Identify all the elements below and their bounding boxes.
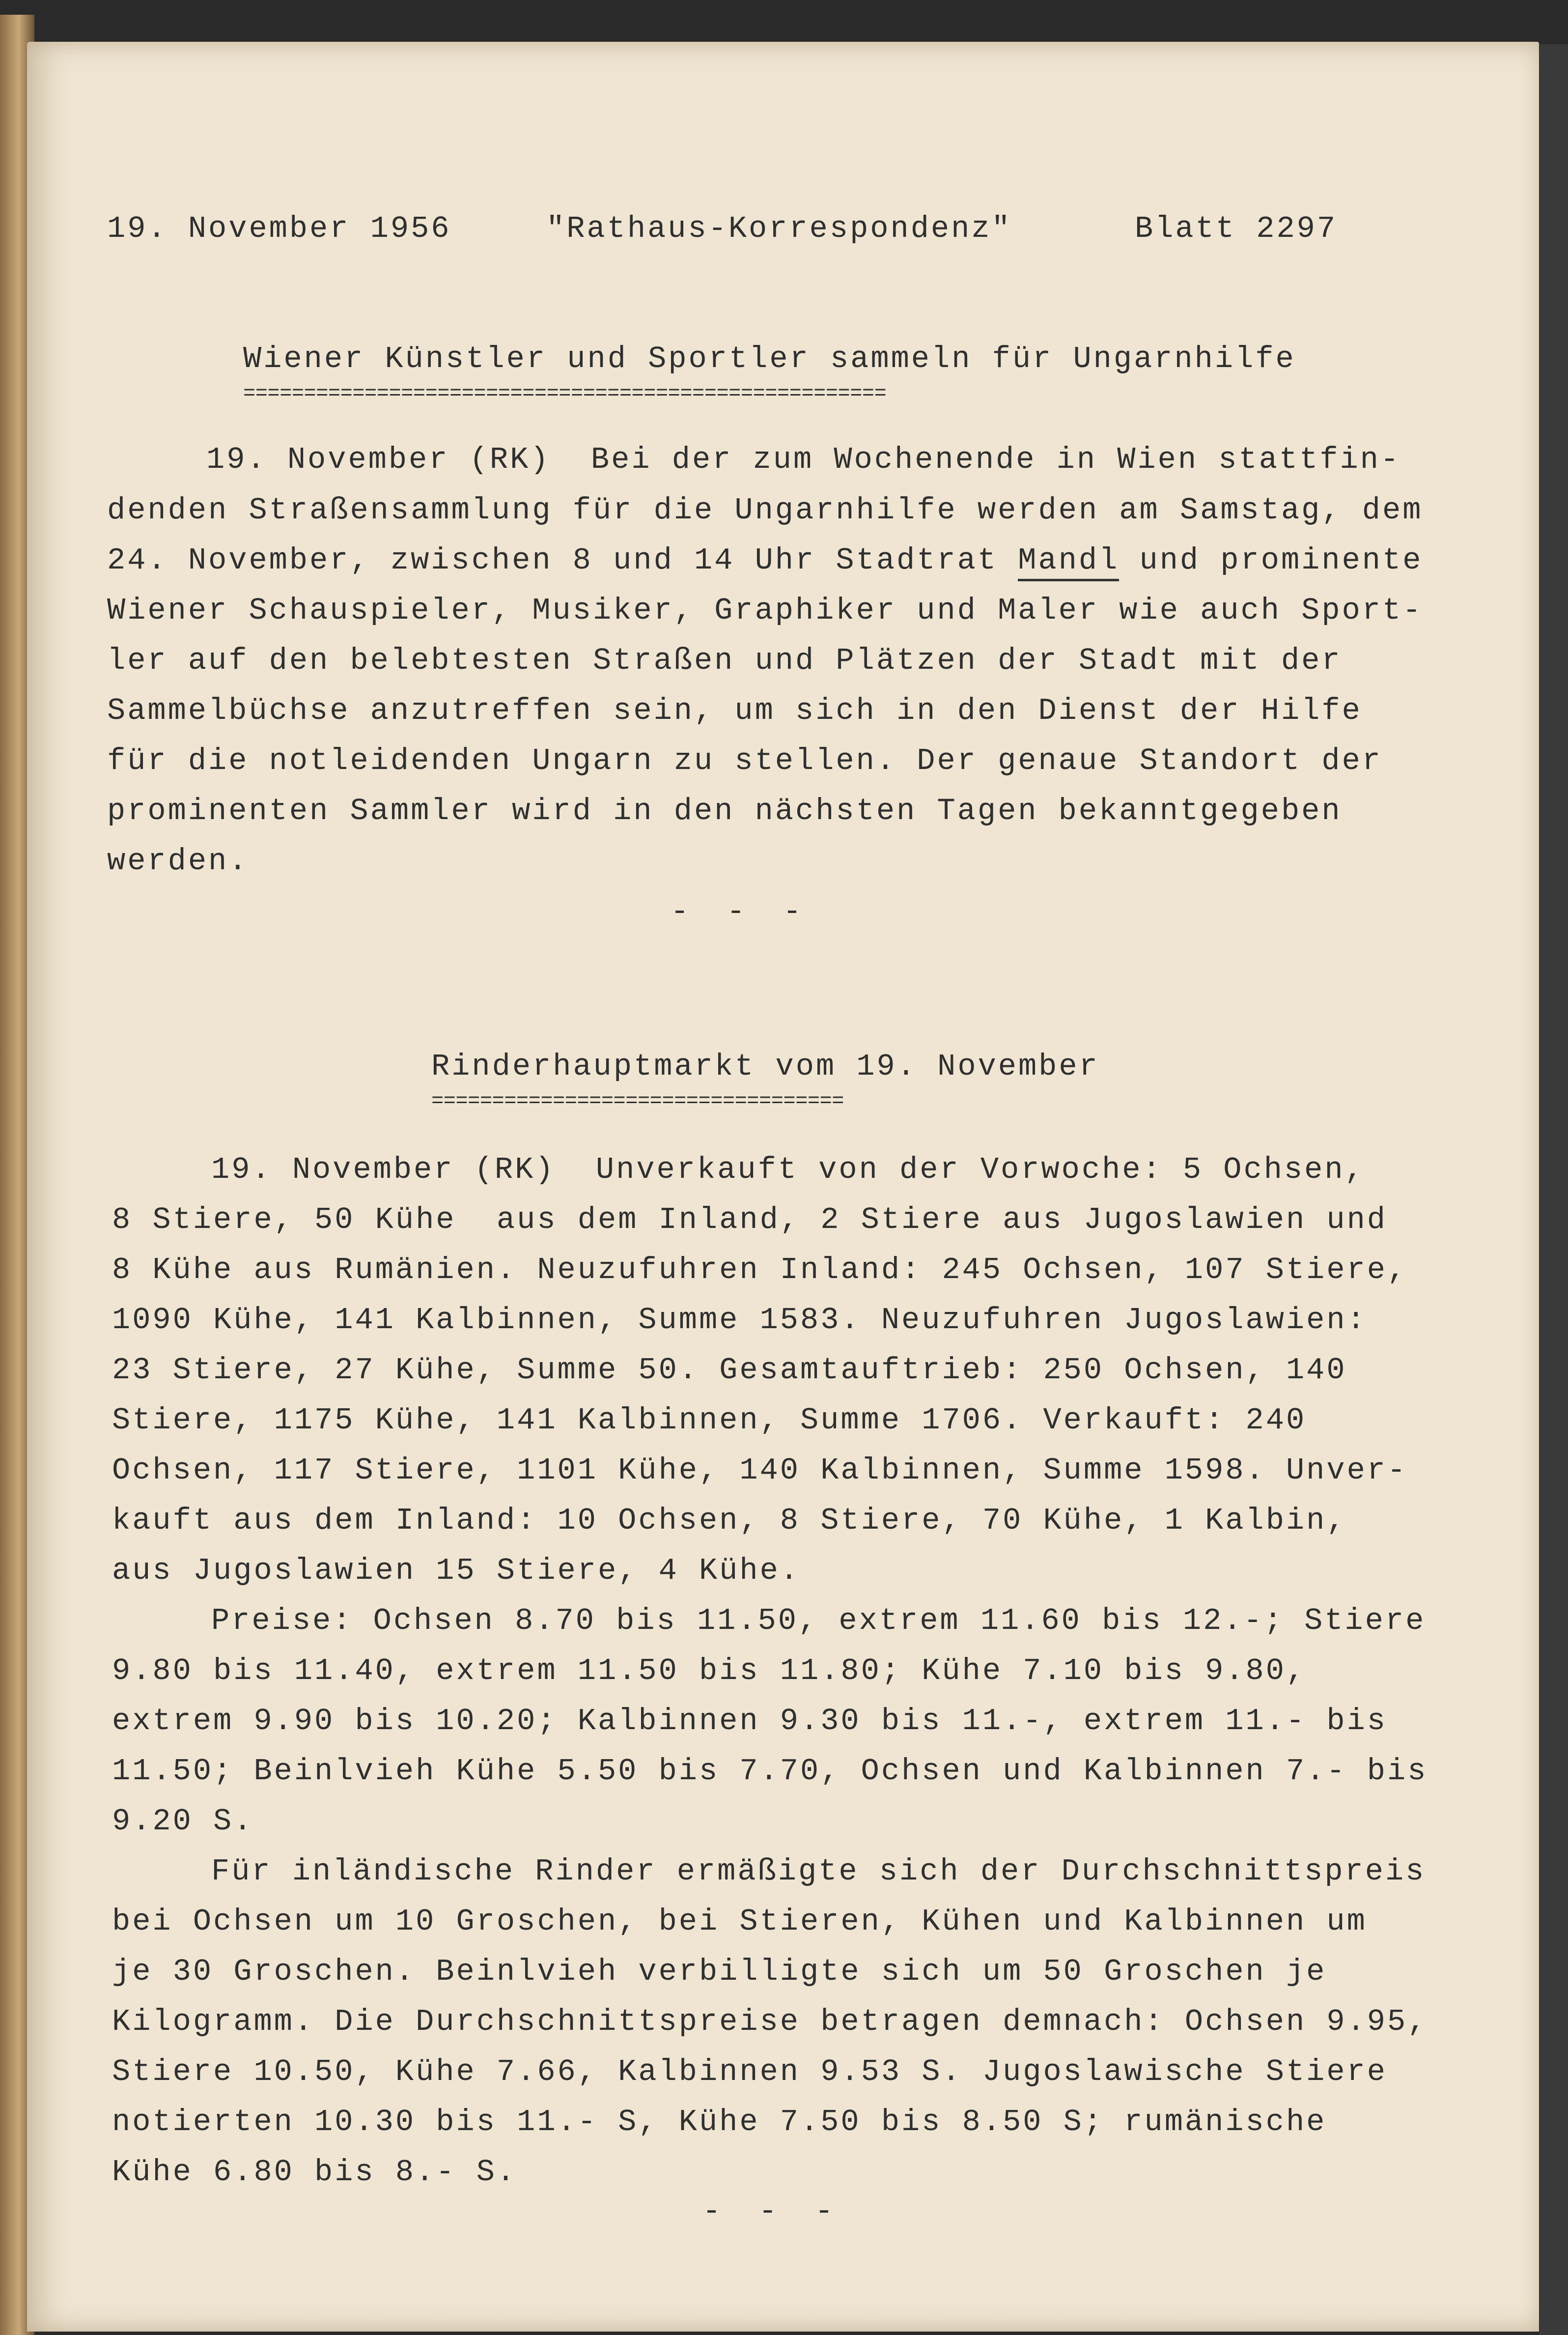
- paragraph-line: 11.50; Beinlvieh Kühe 5.50 bis 7.70, Ochsen und Kalbinnen 7.- bis: [112, 1754, 1428, 1789]
- paragraph-line: prominenten Sammler wird in den nächsten Tagen bekanntgegeben: [107, 794, 1342, 828]
- paragraph-line: 8 Stiere, 50 Kühe aus dem Inland, 2 Stiere aus Jugoslawien und: [112, 1202, 1387, 1237]
- paragraph-line: Stiere, 1175 Kühe, 141 Kalbinnen, Summe 1706. Verkauft: 240: [112, 1403, 1307, 1438]
- paragraph-line: Sammelbüchse anzutreffen sein, um sich in den Dienst der Hilfe: [107, 693, 1362, 728]
- paragraph-line: 1090 Kühe, 141 Kalbinnen, Summe 1583. Neuzufuhren Jugoslawien:: [112, 1303, 1367, 1338]
- paragraph-line: werden.: [107, 844, 249, 879]
- paragraph-line: aus Jugoslawien 15 Stiere, 4 Kühe.: [112, 1553, 801, 1588]
- paragraph-line: kauft aus dem Inland: 10 Ochsen, 8 Stiere, 70 Kühe, 1 Kalbin,: [112, 1503, 1347, 1538]
- paragraph-line: 8 Kühe aus Rumänien. Neuzufuhren Inland: 245 Ochsen, 107 Stiere,: [112, 1253, 1408, 1287]
- paragraph-line: 19. November (RK) Bei der zum Wochenende in Wien stattfin-: [206, 442, 1401, 477]
- article-title: Rinderhauptmarkt vom 19. November: [431, 1049, 1099, 1084]
- text-segment: und prominente: [1119, 543, 1423, 578]
- header-date: 19. November 1956: [107, 211, 451, 246]
- paragraph-line: 23 Stiere, 27 Kühe, Summe 50. Gesamtauftrieb: 250 Ochsen, 140: [112, 1353, 1347, 1388]
- paragraph-line: Kühe 6.80 bis 8.- S.: [112, 2155, 517, 2190]
- title-underline: =====================================================: [243, 382, 887, 405]
- paragraph-line: denden Straßensammlung für die Ungarnhilfe werden am Samstag, dem: [107, 493, 1423, 528]
- separator: - - -: [671, 894, 812, 929]
- paragraph-line: Stiere 10.50, Kühe 7.66, Kalbinnen 9.53 S. Jugoslawische Stiere: [112, 2054, 1387, 2089]
- paragraph-line: extrem 9.90 bis 10.20; Kalbinnen 9.30 bis 11.-, extrem 11.- bis: [112, 1704, 1387, 1738]
- title-underline: ==================================: [431, 1089, 844, 1113]
- paragraph-line: für die notleidenden Ungarn zu stellen. Der genaue Standort der: [107, 743, 1382, 778]
- header-sheet: Blatt 2297: [1135, 211, 1338, 246]
- separator: - - -: [702, 2194, 843, 2229]
- header-publication: "Rathaus-Korrespondenz": [546, 211, 1012, 246]
- paragraph-line: Preise: Ochsen 8.70 bis 11.50, extrem 11.60 bis 12.-; Stiere: [211, 1603, 1426, 1638]
- article-title: Wiener Künstler und Sportler sammeln für Ungarnhilfe: [243, 342, 1296, 376]
- paragraph-line: 9.80 bis 11.40, extrem 11.50 bis 11.80; Kühe 7.10 bis 9.80,: [112, 1653, 1307, 1688]
- background-edge: [1540, 44, 1568, 2335]
- paragraph-line: 19. November (RK) Unverkauft von der Vorwoche: 5 Ochsen,: [211, 1152, 1365, 1187]
- paragraph-line: Für inländische Rinder ermäßigte sich der Durchschnittspreis: [211, 1854, 1426, 1889]
- paragraph-line: ler auf den belebtesten Straßen und Plätzen der Stadt mit der: [107, 643, 1342, 678]
- paragraph-line: [107, 545, 1423, 576]
- paragraph-line: notierten 10.30 bis 11.- S, Kühe 7.50 bis 8.50 S; rumänische: [112, 2105, 1327, 2139]
- paragraph-line: Ochsen, 117 Stiere, 1101 Kühe, 140 Kalbinnen, Summe 1598. Unver-: [112, 1453, 1408, 1488]
- paragraph-line: bei Ochsen um 10 Groschen, bei Stieren, Kühen und Kalbinnen um: [112, 1904, 1367, 1939]
- paragraph-line: Wiener Schauspieler, Musiker, Graphiker und Maler wie auch Sport-: [107, 593, 1423, 628]
- paragraph-line: je 30 Groschen. Beinlvieh verbilligte sich um 50 Groschen je: [112, 1954, 1327, 1989]
- underlined-name: Mandl: [1018, 543, 1119, 581]
- paragraph-line: Kilogramm. Die Durchschnittspreise betragen demnach: Ochsen 9.95,: [112, 2004, 1428, 2039]
- text-segment: 24. November, zwischen 8 und 14 Uhr Stadtrat: [107, 543, 1018, 578]
- paragraph-line: 9.20 S.: [112, 1804, 254, 1839]
